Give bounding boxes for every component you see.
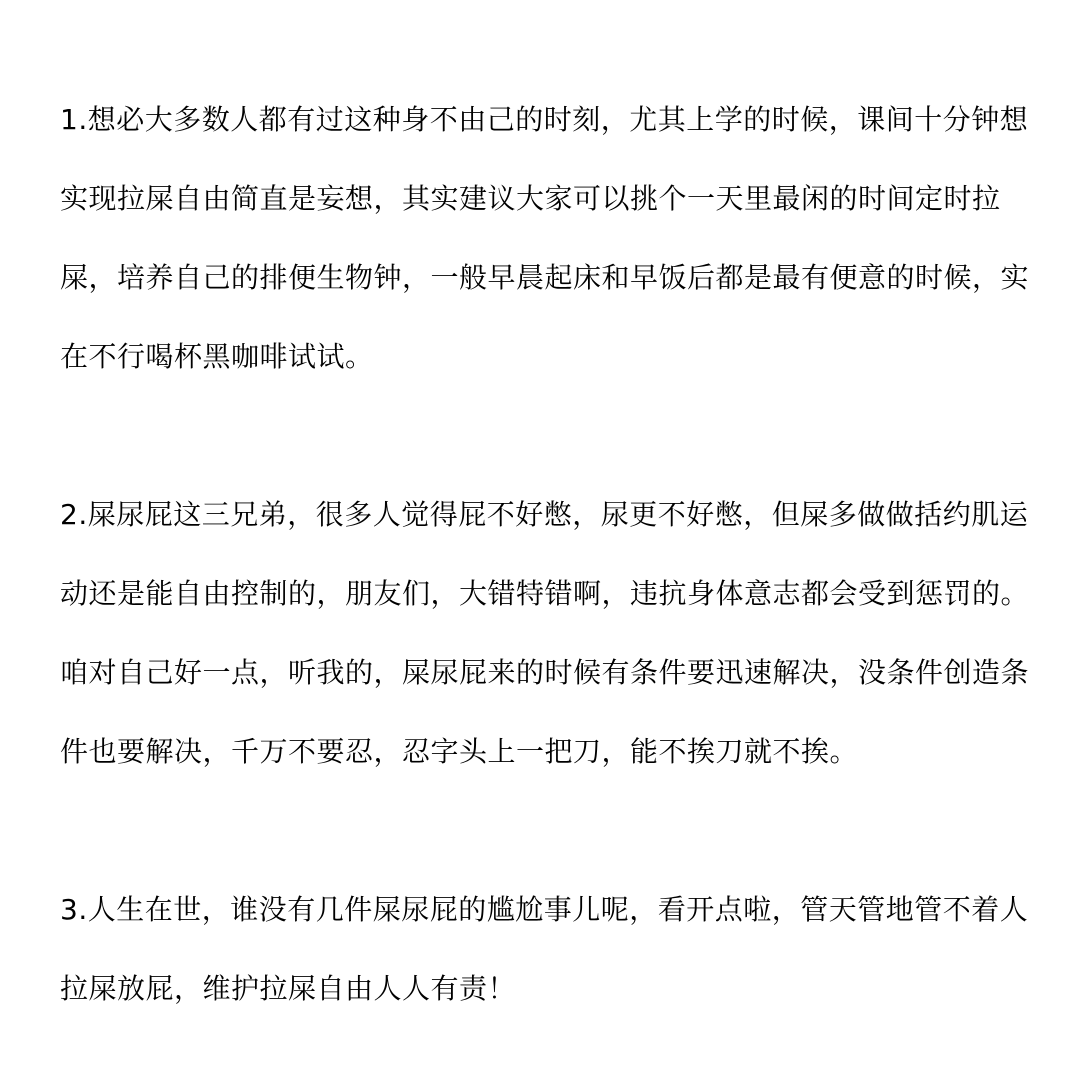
paragraph-3: 3.人生在世，谁没有几件屎尿屁的尴尬事儿呢，看开点啦，管天管地管不着人拉屎放屁，维护拉屎自由人人有责！ — [60, 893, 1029, 1005]
paragraph-1: 1.想必大多数人都有过这种身不由己的时刻，尤其上学的时候，课间十分钟想实现拉屎自由简直是妄想，其实建议大家可以挑个一天里最闲的时间定时拉屎，培养自己的排便生物钟，一般早晨起床和早饭后都是最有便意的时候，实在不行喝杯黑咖啡试试。 — [60, 103, 1030, 373]
paragraph-2: 2.屎尿屁这三兄弟，很多人觉得屁不好憋，尿更不好憋，但屎多做做括约肌运动还是能自由控制的，朋友们，大错特错啊，违抗身体意志都会受到惩罚的。咱对自己好一点，听我的，屎尿屁来的时候有条件要迅速解决，没条件创造条件也要解决，千万不要忍，忍字头上一把刀，能不挨刀就不挨。 — [60, 498, 1030, 768]
